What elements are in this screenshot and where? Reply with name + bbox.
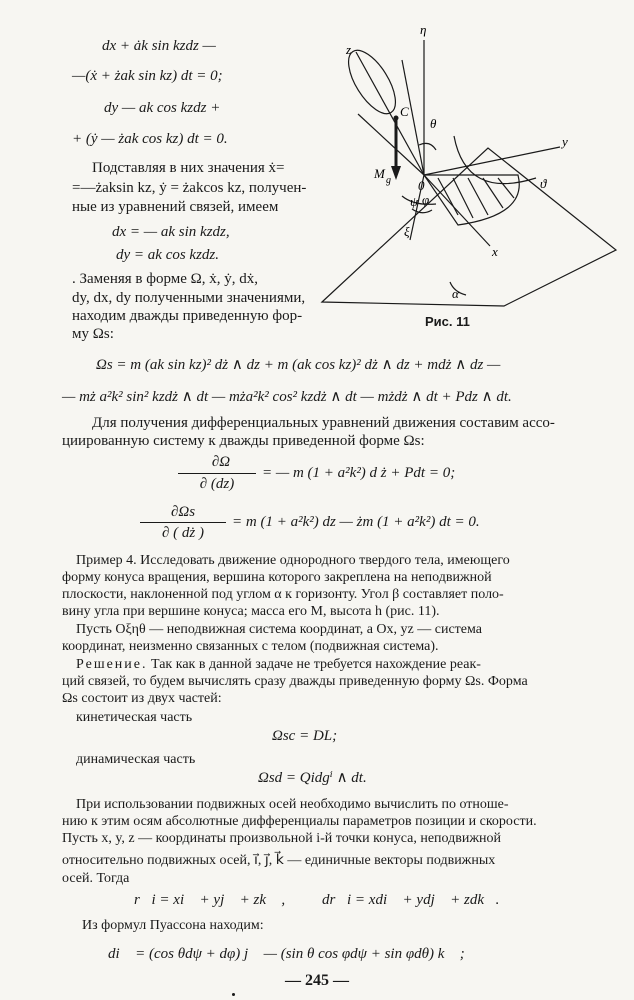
text-line: циированную систему к дважды приведенной форме Ωs: bbox=[62, 433, 425, 449]
label-eta: η bbox=[420, 22, 427, 37]
text-line: нию к этим осям абсолютные дифференциалы параметров позиции и скорости. bbox=[62, 814, 537, 829]
equation-line: Ωsc = DL; bbox=[272, 728, 338, 744]
text-line: . Заменяя в форме Ω, ẋ, ẏ, dẋ, bbox=[72, 271, 259, 287]
text-line: динамическая часть bbox=[76, 752, 196, 767]
figure-caption: Рис. 11 bbox=[425, 314, 470, 329]
equation-line: Ωs = m (ak sin kz)² dż ∧ dz + m (ak cos kz)² dż ∧ dz + mdż ∧ dz — bbox=[96, 357, 501, 373]
text-line: плоскости, наклоненной под углом α к горизонту. Угол β составляет поло- bbox=[62, 587, 504, 602]
equation-line: r⃗i = xi⃗ + yj⃗ + zk⃗ , bbox=[134, 892, 286, 908]
text-line: Из формул Пуассона находим: bbox=[82, 918, 264, 933]
equation-rhs: = m (1 + a²k²) dz — żm (1 + a²k²) dt = 0. bbox=[232, 514, 480, 530]
arrow-head-icon bbox=[391, 166, 401, 180]
text-line: Пример 4. Исследовать движение однородного твердого тела, имеющего bbox=[76, 553, 510, 568]
solution-heading: Решение. bbox=[76, 657, 148, 672]
text-line: ций связей, то будем вычислять сразу дважды приведенную форму Ωs. Форма bbox=[62, 674, 528, 689]
cone-diagram bbox=[318, 10, 618, 310]
text-line: Подставляя в них значения ẋ= bbox=[92, 160, 285, 176]
equation-line: dy = ak cos kzdz. bbox=[116, 247, 220, 263]
theta-angle-arc bbox=[419, 143, 436, 150]
equation-line: Ωsd = Qidgⁱ ∧ dt. bbox=[258, 770, 367, 786]
equation-line: dr⃗i = xdi⃗ + ydj⃗ + zdk⃗. bbox=[322, 892, 500, 908]
label-xi: ξ bbox=[404, 224, 410, 239]
label-phi: φ bbox=[422, 192, 430, 207]
text-line: Пусть x, y, z — координаты произвольной i-й точки конуса, неподвижной bbox=[62, 831, 502, 846]
text-line: ные из уравнений связей, имеем bbox=[72, 199, 279, 215]
text-line: координат, неизменно связанных с телом (подвижная система). bbox=[62, 639, 439, 654]
print-speck bbox=[232, 993, 235, 996]
label-O: 0 bbox=[418, 178, 425, 193]
text-line: относительно подвижных осей, i⃗, j⃗, k⃗ — единичные векторы подвижных bbox=[62, 853, 496, 868]
center-of-mass-point bbox=[394, 116, 399, 121]
equation-line: di⃗ = (cos θdψ + dφ) j⃗ — (sin θ cos φdψ + sin φdθ) k⃗ ; bbox=[108, 946, 465, 962]
text-line: dy, dx, dy полученными значениями, bbox=[72, 290, 306, 306]
text-line: =—żaksin kz, ẏ = żakcos kz, получен- bbox=[72, 180, 307, 196]
text-line: Ωs состоит из двух частей: bbox=[62, 691, 222, 706]
label-M: M bbox=[374, 166, 385, 181]
fraction-numerator: ∂Ω bbox=[211, 454, 231, 470]
fraction-bar bbox=[140, 522, 226, 523]
fraction-bar bbox=[178, 473, 256, 474]
text-line: му Ωs: bbox=[72, 326, 114, 342]
hatched-region bbox=[424, 175, 519, 225]
equation-line: dx = — ak sin kzdz, bbox=[112, 224, 230, 240]
text-line: форму конуса вращения, вершина которого закреплена на неподвижной bbox=[62, 570, 492, 585]
page-number: — 245 — bbox=[285, 972, 349, 989]
fraction-denominator: ∂ (dz) bbox=[199, 476, 235, 492]
fraction-numerator: ∂Ωs bbox=[170, 504, 196, 520]
cone-figure bbox=[318, 10, 618, 310]
label-x: x bbox=[492, 244, 498, 259]
text-line: осей. Тогда bbox=[62, 871, 130, 886]
text-line bbox=[76, 657, 481, 673]
fraction-denominator: ∂ ( dż ) bbox=[162, 525, 204, 541]
label-C: C bbox=[400, 104, 409, 119]
text-line: Пусть Oξηθ — неподвижная система координат, а Ox, yz — система bbox=[76, 622, 482, 637]
label-y: y bbox=[562, 134, 568, 149]
equation-line: dx + ȧk sin kzdz — bbox=[102, 38, 216, 54]
text-line: находим дважды приведенную фор- bbox=[72, 308, 303, 324]
text-line: вину угла при вершине конуса; масса его M, высота h (рис. 11). bbox=[62, 604, 440, 619]
label-z: z bbox=[346, 42, 352, 57]
equation-rhs: = — m (1 + a²k²) d ż + Pdt = 0; bbox=[262, 465, 456, 481]
text-span: Так как в данной задаче не требуется нахождение реак- bbox=[147, 657, 481, 672]
label-theta: θ bbox=[430, 116, 437, 131]
equation-line: + (ẏ — żak cos kz) dt = 0. bbox=[72, 131, 228, 147]
equation-line: — mż a²k² sin² kzdż ∧ dt — mża²k² cos² kzdż ∧ dt — mżdż ∧ dt + Pdz ∧ dt. bbox=[62, 389, 512, 405]
inclined-plane bbox=[322, 148, 616, 306]
text-line: При использовании подвижных осей необходимо вычислить по отноше- bbox=[76, 797, 509, 812]
equation-line: dy — ak cos kzdz + bbox=[104, 100, 221, 116]
label-psi: ψ bbox=[410, 194, 419, 209]
label-g: g bbox=[386, 175, 391, 186]
text-line: кинетическая часть bbox=[76, 710, 193, 725]
equation-line: —(ẋ + żak sin kz) dt = 0; bbox=[72, 68, 223, 84]
text-line: Для получения дифференциальных уравнений движения составим ассо- bbox=[92, 415, 555, 431]
label-alpha: α bbox=[452, 286, 459, 301]
label-theta2: ϑ bbox=[540, 176, 547, 191]
